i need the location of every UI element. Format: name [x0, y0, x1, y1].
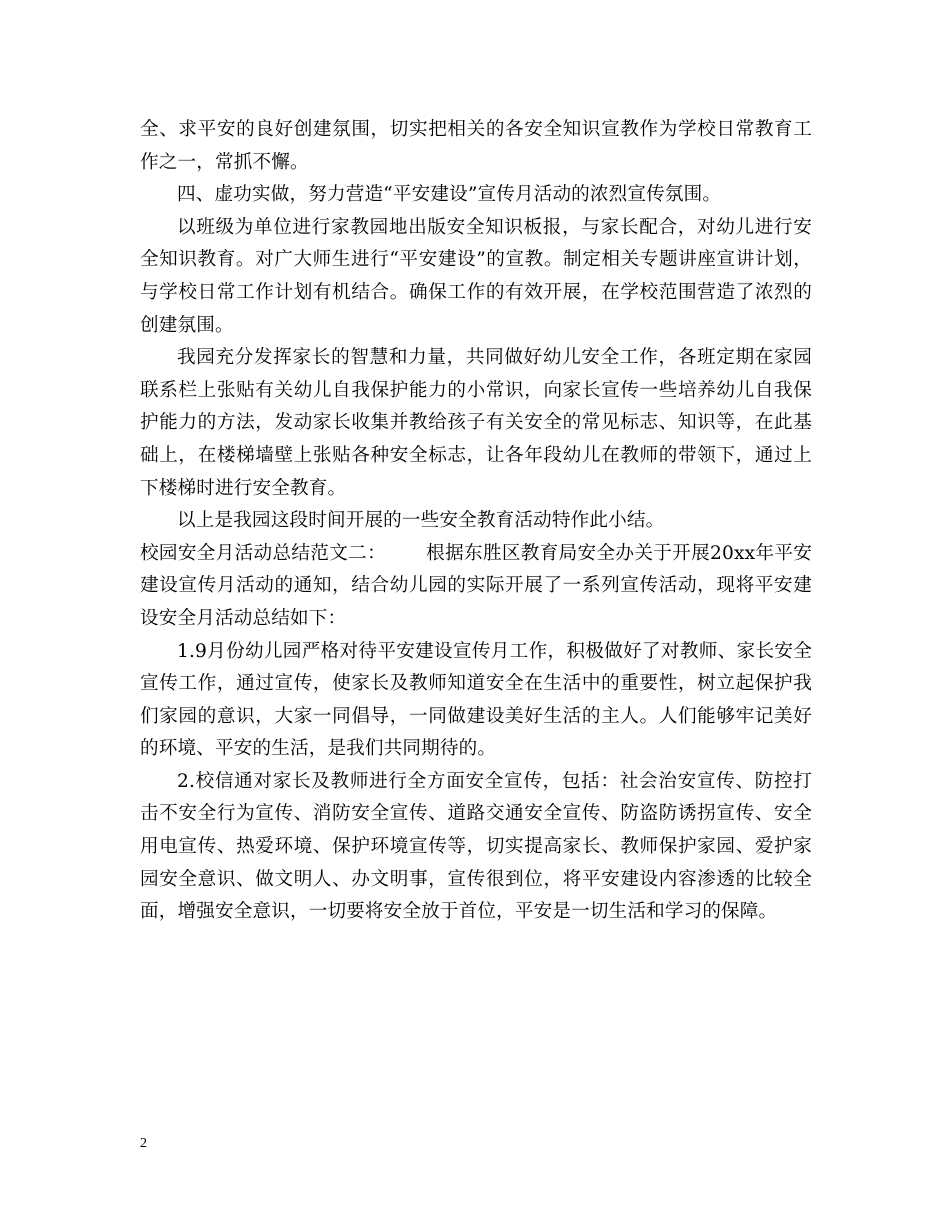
document-body [140, 114, 812, 929]
paragraph-item-one: 1.9月份幼儿园严格对待平安建设宣传月工作，积极做好了对教师、家长安全宣传工作，通过宣传，使家长及教师知道安全在生活中的重要性，树立起保护我们家园的意识，大家一同倡导，一同做建设美好生活的主人。人们能够牢记美好的环境、平安的生活，是我们共同期待的。 [140, 640, 812, 760]
page-number: 2 [140, 1136, 147, 1151]
paragraph-summary: 以上是我园这段时间开展的一些安全教育活动特作此小结。 [177, 510, 665, 532]
section-two-heading: 校园安全月活动总结范文二： [140, 542, 386, 564]
paragraph-parent-cooperation: 我园充分发挥家长的智慧和力量，共同做好幼儿安全工作，各班定期在家园联系栏上张贴有关幼儿自我保护能力的小常识，向家长宣传一些培养幼儿自我保护能力的方法，发动家长收集并教给孩子有关安全的常见标志、知识等，在此基础上，在楼梯墙壁上张贴各种安全标志，让各年段幼儿在教师的带领下，通过上下楼梯时进行安全教育。 [140, 347, 812, 499]
paragraph-section-four-heading: 四、虚功实做，努力营造“平安建设”宣传月活动的浓烈宣传氛围。 [177, 184, 722, 206]
paragraph-class-board: 以班级为单位进行家教园地出版安全知识板报，与家长配合，对幼儿进行安全知识教育。对广大师生进行“平安建设”的宣教。制定相关专题讲座宣讲计划，与学校日常工作计划有机结合。确保工作的有效开展，在学校范围营造了浓烈的创建氛围。 [140, 216, 812, 336]
paragraph-item-two: 2.校信通对家长及教师进行全方面安全宣传，包括：社会治安宣传、防控打击不安全行为宣传、消防安全宣传、道路交通安全宣传、防盗防诱拐宣传、安全用电宣传、热爱环境、保护环境宣传等，切实提高家长、教师保护家园、爱护家园安全意识、做文明人、办文明事，宣传很到位，将平安建设内容渗透的比较全面，增强安全意识，一切要将安全放于首位，平安是一切生活和学习的保障。 [140, 770, 812, 923]
paragraph-continuation: 全、求平安的良好创建氛围，切实把相关的各安全知识宣教作为学校日常教育工作之一，常抓不懈。 [140, 119, 812, 173]
section-two-block [140, 538, 812, 636]
section-two-intro: 根据东胜区教育局安全办关于开展20xx年平安建设宣传月活动的通知，结合幼儿园的实际开展了一系列宣传活动，现将平安建设安全月活动总结如下： [140, 542, 813, 629]
